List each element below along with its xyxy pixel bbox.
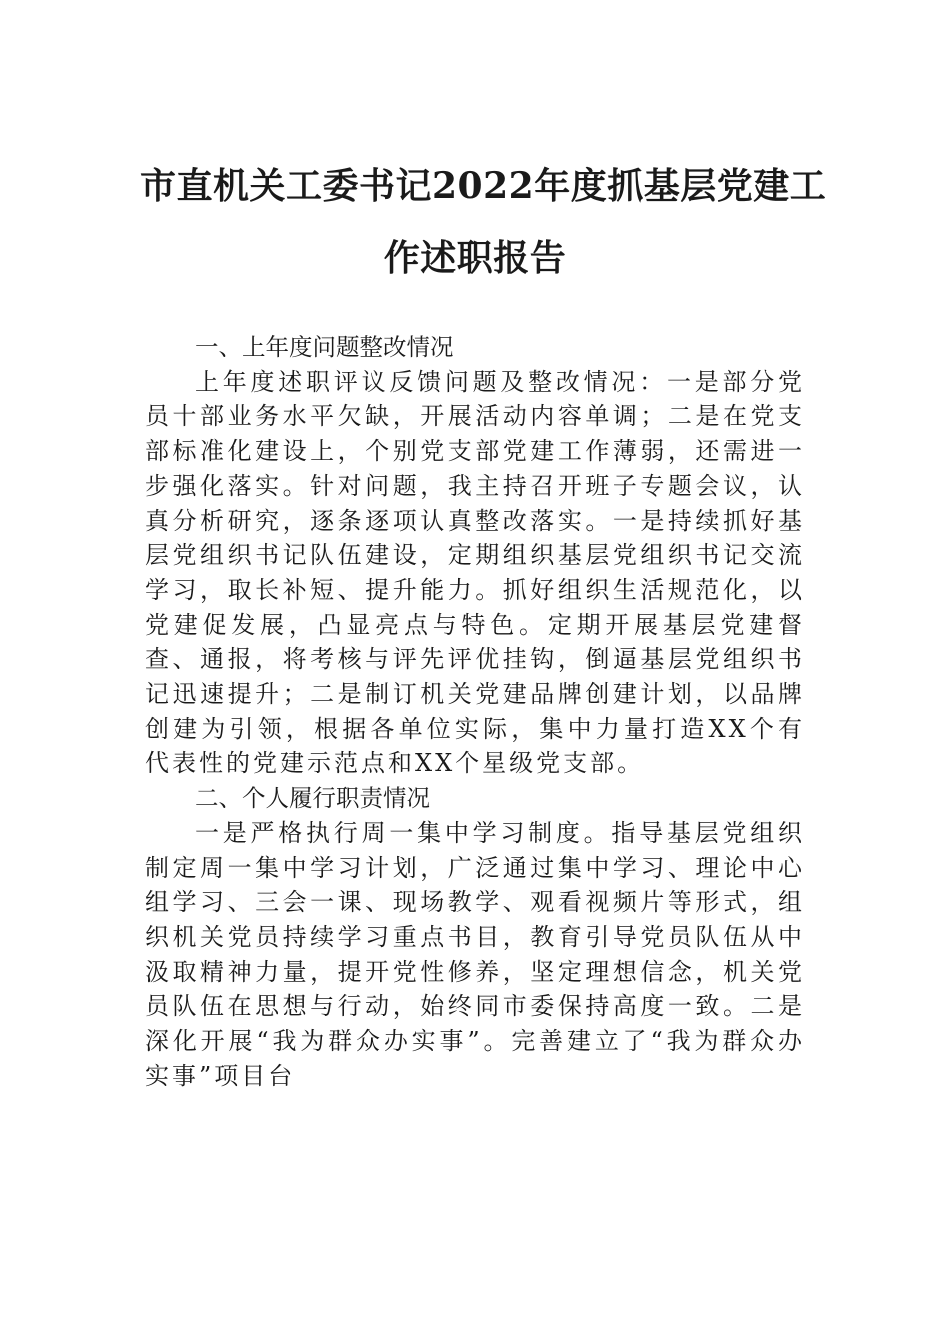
document-body	[145, 330, 805, 1093]
section-paragraph-1: 上年度述职评议反馈问题及整改情况：一是部分党员十部业务水平欠缺，开展活动内容单调；二是在党支部标准化建设上，个别党支部党建工作薄弱，还需进一步强化落实。针对问题，我主持召开班子专题会议，认真分析研究，逐条逐项认真整改落实。一是持续抓好基层党组织书记队伍建设，定期组织基层党组织书记交流学习，取长补短、提升能力。抓好组织生活规范化，以党建促发展，凸显亮点与特色。定期开展基层党建督查、通报，将考核与评先评优挂钩，倒逼基层党组织书记迅速提升；二是制订机关党建品牌创建计划，以品牌创建为引领，根据各单位实际，集中力量打造XX个有代表性的党建示范点和XX个星级党支部。	[145, 367, 805, 778]
section-heading-2: 二、个人履行职责情况	[195, 784, 430, 813]
document-title	[140, 150, 827, 294]
section-paragraph-2: 一是严格执行周一集中学习制度。指导基层党组织制定周一集中学习计划，广泛通过集中学习、理论中心组学习、三会一课、现场教学、观看视频片等形式，组织机关党员持续学习重点书目，教育引导党员队伍从中汲取精神力量，提开党性修养，坚定理想信念，机关党员队伍在思想与行动，始终同市委保持高度一致。二是深化开展“我为群众办实事”。完善建立了“我为群众办实事”项目台	[145, 818, 805, 1090]
title-line-1: 市直机关工委书记2022年度抓基层党建工	[140, 165, 827, 207]
title-line-2: 作述职报告	[383, 237, 567, 279]
section-heading-1: 一、上年度问题整改情况	[195, 333, 454, 361]
